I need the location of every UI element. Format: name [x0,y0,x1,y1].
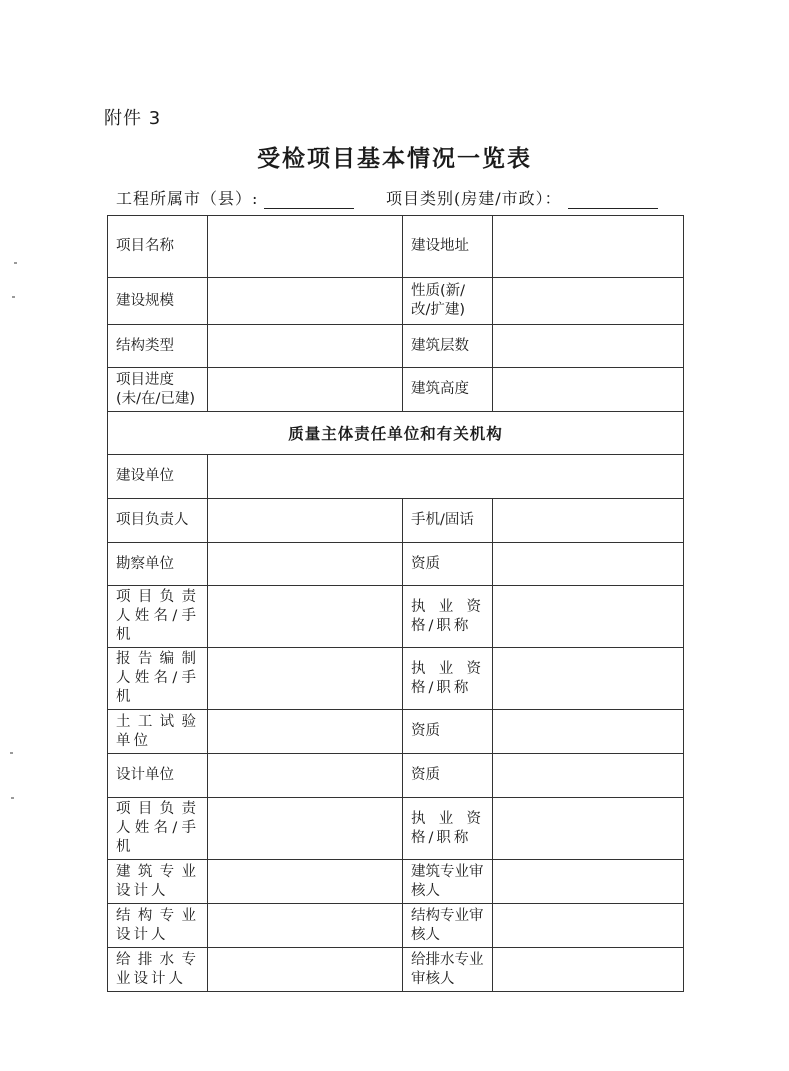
row-value-cell[interactable] [493,368,684,412]
row-value-cell[interactable] [208,586,403,648]
row-value-cell[interactable] [493,948,684,992]
city-label: 工程所属市（县）: [116,189,259,208]
table-row [108,754,684,798]
row-label: 结构专业设计人 [108,904,208,948]
row-label: 土工试验单位 [108,710,208,754]
row-value-cell[interactable] [208,710,403,754]
row-value-cell[interactable] [493,325,684,368]
row-label: 建筑专业设计人 [108,860,208,904]
row-value-cell[interactable] [208,798,403,860]
row-value-cell[interactable] [208,368,403,412]
row-value-cell[interactable] [493,860,684,904]
row-label: 建设规模 [108,278,208,325]
row-value-cell[interactable] [208,904,403,948]
row-label: 报告编制人姓名/手机 [108,648,208,710]
scan-speck [14,262,17,264]
city-blank[interactable] [264,190,354,209]
city-field [116,186,354,209]
row-label: 项目负责人姓名/手机 [108,798,208,860]
row-label: 项目名称 [108,216,208,278]
table-row [108,586,684,648]
row-value-cell[interactable] [208,948,403,992]
table-row [108,860,684,904]
row-label: 项目负责人姓名/手机 [108,586,208,648]
row-label: 资质 [403,754,493,798]
table-row [108,648,684,710]
section-title: 质量主体责任单位和有关机构 [108,412,684,455]
table-row [108,710,684,754]
scan-speck [12,296,15,298]
row-label: 手机/固话 [403,499,493,543]
row-value-cell[interactable] [493,543,684,586]
row-label: 建筑专业审核人 [403,860,493,904]
row-value-cell[interactable] [493,499,684,543]
row-label: 设计单位 [108,754,208,798]
row-label: 执业资格/职称 [403,586,493,648]
project-type-field [386,186,658,209]
attachment-label: 附件 3 [104,108,162,129]
row-value-cell[interactable] [493,904,684,948]
row-label: 勘察单位 [108,543,208,586]
row-value-cell[interactable] [493,586,684,648]
row-value-cell[interactable] [208,648,403,710]
row-label: 资质 [403,543,493,586]
table-row [108,216,684,278]
row-label: 项目进度(未/在/已建) [108,368,208,412]
row-value-cell[interactable] [208,754,403,798]
table-row [108,455,684,499]
row-label: 建设地址 [403,216,493,278]
row-label: 性质(新/改/扩建) [403,278,493,325]
scan-speck [11,797,14,799]
row-value-cell[interactable] [493,216,684,278]
form-title: 受检项目基本情况一览表 [257,145,532,172]
project-info-table [107,215,684,992]
row-label: 结构专业审核人 [403,904,493,948]
table-row [108,499,684,543]
table-row [108,798,684,860]
row-value-cell[interactable] [208,325,403,368]
table-row [108,904,684,948]
project-type-blank[interactable] [568,190,658,209]
section-row [108,412,684,455]
row-value-cell[interactable] [493,278,684,325]
table-row [108,325,684,368]
scan-speck [10,752,13,754]
row-value-cell[interactable] [208,543,403,586]
row-value-cell[interactable] [208,860,403,904]
project-type-label: 项目类别(房建/市政）： [386,189,562,208]
row-value-cell[interactable] [493,798,684,860]
table-row [108,948,684,992]
row-value-cell[interactable] [493,710,684,754]
row-label: 建筑高度 [403,368,493,412]
table-row [108,278,684,325]
row-label: 资质 [403,710,493,754]
row-label: 给排水专业审核人 [403,948,493,992]
row-label: 建筑层数 [403,325,493,368]
row-value-cell[interactable] [493,648,684,710]
row-value-cell[interactable] [208,499,403,543]
row-value-cell[interactable] [208,278,403,325]
row-label: 执业资格/职称 [403,648,493,710]
row-value-cell[interactable] [208,216,403,278]
construction-unit-value[interactable] [208,455,684,499]
table-row [108,368,684,412]
row-label: 项目负责人 [108,499,208,543]
table-row [108,543,684,586]
row-label: 建设单位 [108,455,208,499]
row-label: 结构类型 [108,325,208,368]
row-label: 执业资格/职称 [403,798,493,860]
row-value-cell[interactable] [493,754,684,798]
row-label: 给排水专业设计人 [108,948,208,992]
